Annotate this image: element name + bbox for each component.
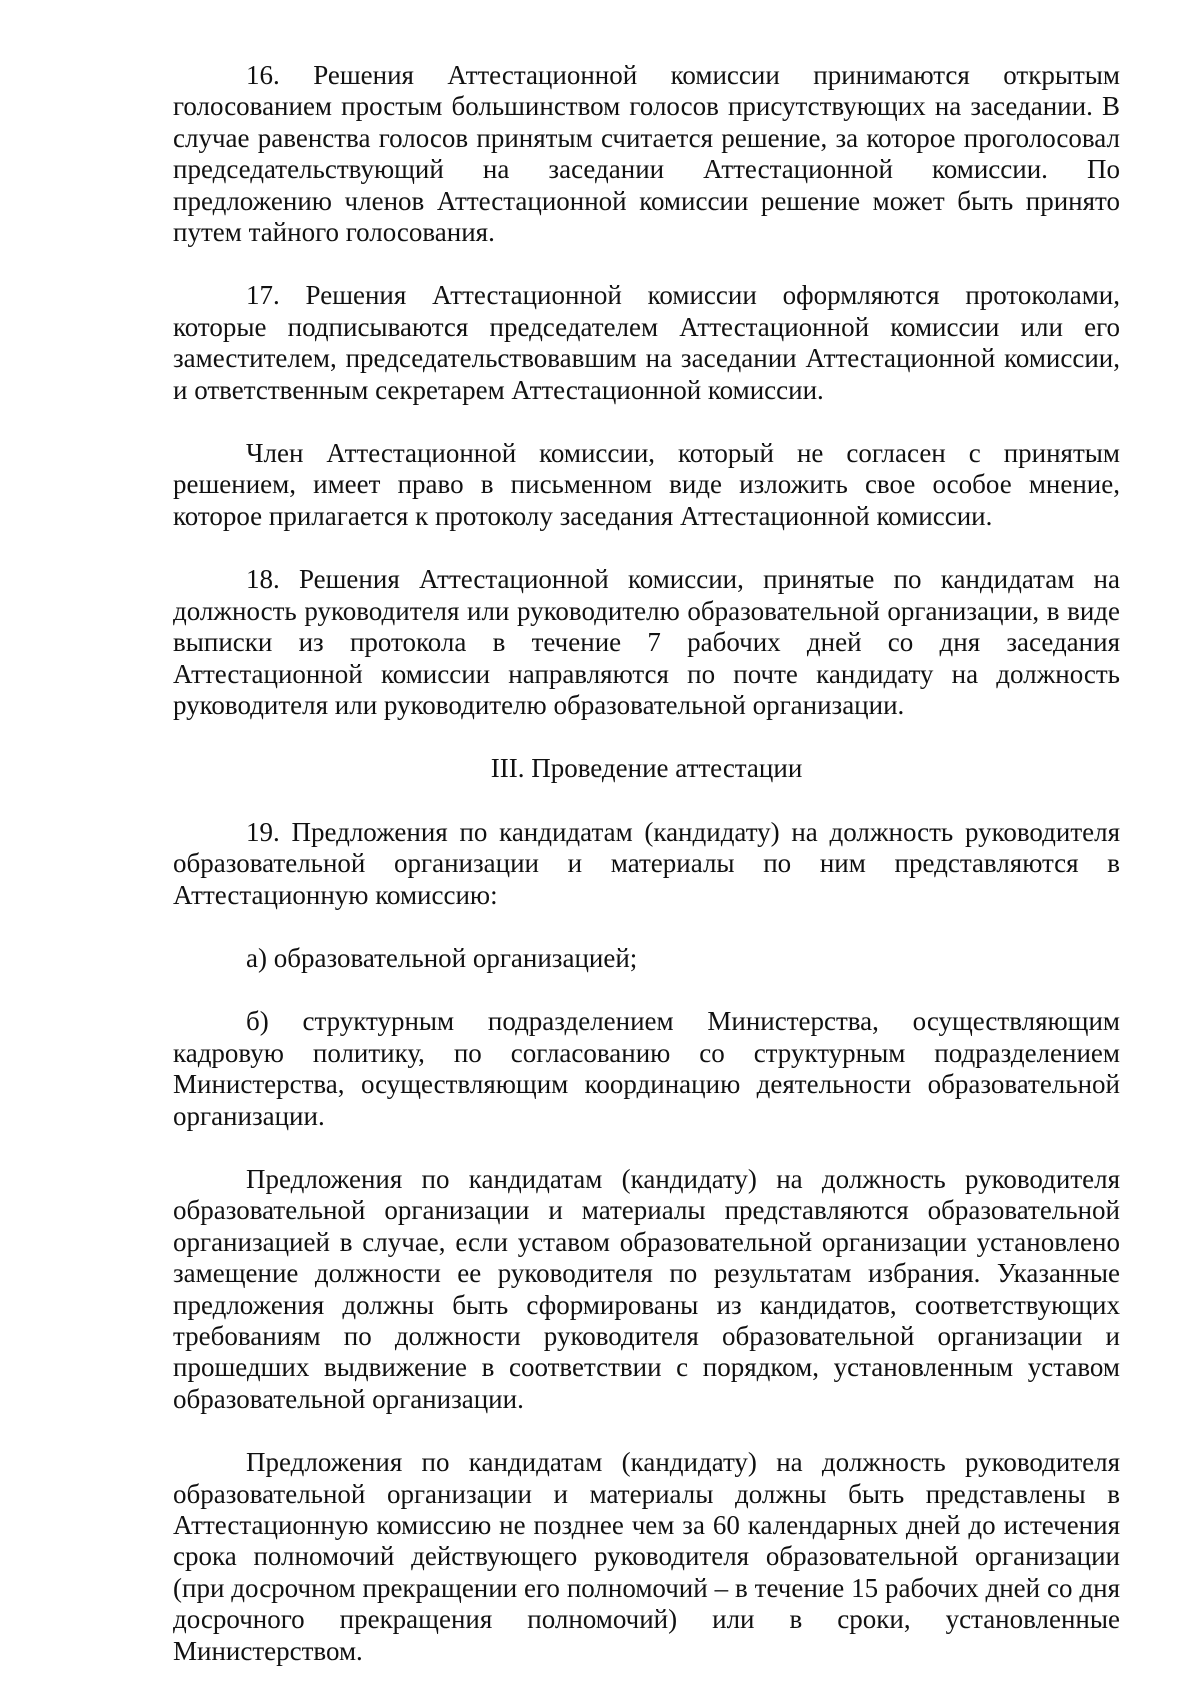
paragraph-19-a: а) образовательной организацией; <box>246 942 638 973</box>
paragraph-19-proposals-deadline: Предложения по кандидатам (кандидату) на должность руководителя образовательной организации и материалы должны быть представлены в Аттестационную комиссию не позднее чем за 60 календарных дней до истечения срока полномочий действующего руководителя образовательной организации (при досрочном прекращении его полномочий – в течение 15 рабочих дней со дня досрочного прекращения полномочий) или в сроки, установленные Министерством. <box>173 1447 1120 1666</box>
paragraph-17-dissent: Член Аттестационной комиссии, который не согласен с принятым решением, имеет право в письменном виде изложить свое особое мнение, которое прилагается к протоколу заседания Аттестационной комиссии. <box>173 438 1120 531</box>
paragraph-18: 18. Решения Аттестационной комиссии, принятые по кандидатам на должность руководителя или руководителю образовательной организации, в виде выписки из протокола в течение 7 рабочих дней со дня заседания Аттестационной комиссии направляются по почте кандидату на должность руководителя или руководителю образовательной организации. <box>173 564 1120 720</box>
paragraph-19: 19. Предложения по кандидатам (кандидату) на должность руководителя образовательной организации и материалы по ним представляются в Аттестационную комиссию: <box>173 816 1120 910</box>
paragraph-19-b: б) структурным подразделением Министерства, осуществляющим кадровую политику, по согласованию со структурным подразделением Министерства, осуществляющим координацию деятельности образовательной организации. <box>173 1006 1120 1131</box>
paragraph-16: 16. Решения Аттестационной комиссии принимаются открытым голосованием простым большинством голосов присутствующих на заседании. В случае равенства голосов принятым считается решение, за которое проголосовал председательствующий на заседании Аттестационной комиссии. По предложению членов Аттестационной комиссии решение может быть принято путем тайного голосования. <box>173 60 1120 248</box>
paragraph-19-proposals-org: Предложения по кандидатам (кандидату) на должность руководителя образовательной организации и материалы представляются образовательной организацией в случае, если уставом образовательной организации установлено замещение должности ее руководителя по результатам избрания. Указанные предложения должны быть сформированы из кандидатов, соответствующих требованиям по должности руководителя образовательной организации и прошедших выдвижение в соответствии с порядком, установленным уставом образовательной организации. <box>173 1163 1120 1414</box>
document-body <box>173 60 1120 1699</box>
section-heading-3: III. Проведение аттестации <box>490 753 803 784</box>
paragraph-17: 17. Решения Аттестационной комиссии оформляются протоколами, которые подписываются председателем Аттестационной комиссии или его заместителем, председательствовавшим на заседании Аттестационной комиссии, и ответственным секретарем Аттестационной комиссии. <box>173 280 1120 405</box>
